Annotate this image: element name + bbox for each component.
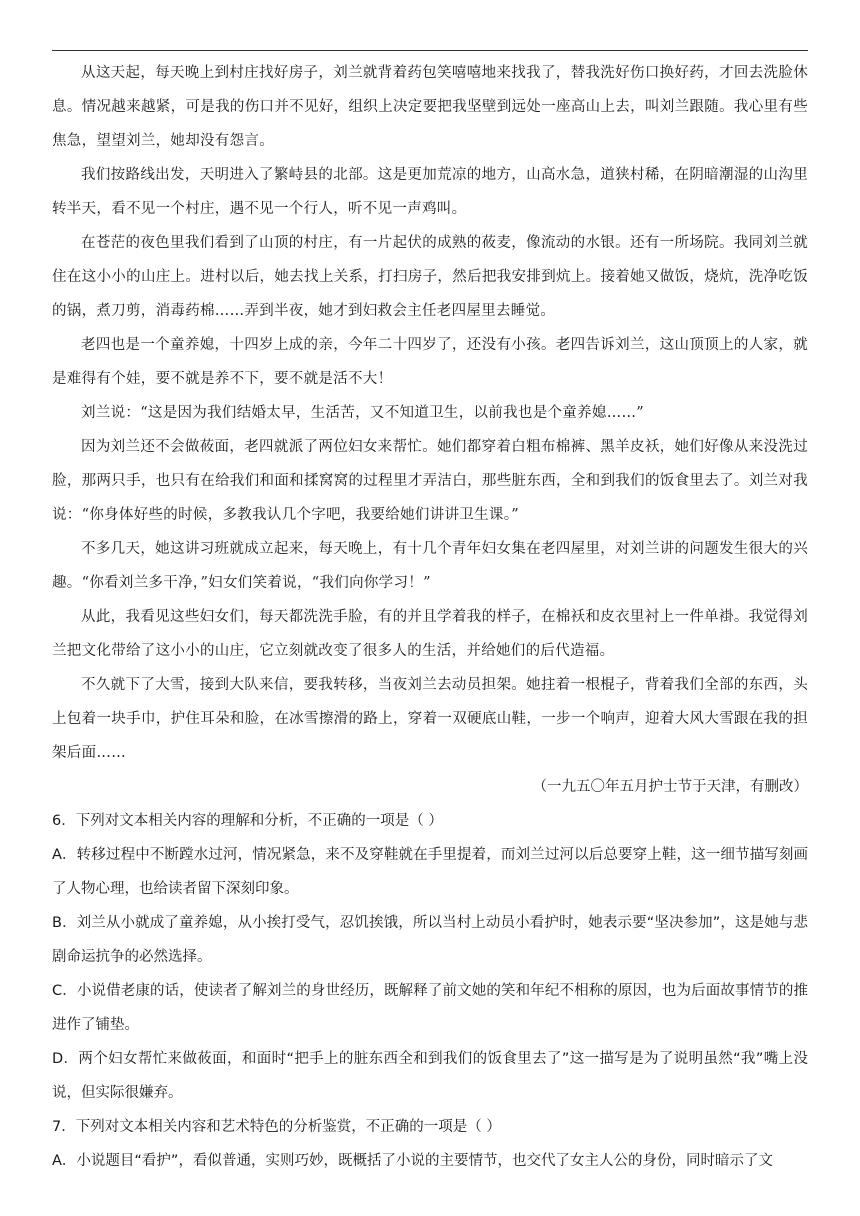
question-7 xyxy=(52,1110,808,1178)
header-rule xyxy=(52,50,808,51)
option-d: D．两个妇女帮忙来做莜面，和面时“把手上的脏东西全和到我们的饭食里去了”这一描写是为了说明虽然“我”嘴上没说，但实际很嫌弃。 xyxy=(52,1051,808,1101)
story-paragraph: 老四也是一个童养媳，十四岁上成的亲，今年二十四岁了，还没有小孩。老四告诉刘兰，这山顶顶上的人家，就是难得有个娃，要不就是养不下，要不就是活不大！ xyxy=(52,337,808,387)
story-paragraph: 我们按路线出发，天明进入了繁峙县的北部。这是更加荒凉的地方，山高水急，道狭村稀，在阴暗潮湿的山沟里转半天，看不见一个村庄，遇不见一个行人，听不见一声鸡叫。 xyxy=(52,167,808,217)
story-text xyxy=(52,56,808,804)
question-stem: 7．下列对文本相关内容和艺术特色的分析鉴赏，不正确的一项是（ ） xyxy=(52,1119,501,1135)
question-stem: 6．下列对文本相关内容的理解和分析，不正确的一项是（ ） xyxy=(52,813,443,829)
story-paragraph: 因为刘兰还不会做莜面，老四就派了两位妇女来帮忙。她们都穿着白粗布棉裤、黑羊皮袄，她们好像从来没洗过脸，那两只手，也只有在给我们和面和揉窝窝的过程里才弄洁白，那些脏东西，全和到我们的饭食里去了。刘兰对我说：“你身体好些的时候，多教我认几个字吧，我要给她们讲讲卫生课。” xyxy=(52,439,808,523)
story-paragraph: 不多几天，她这讲习班就成立起来，每天晚上，有十几个青年妇女集在老四屋里，对刘兰讲的问题发生很大的兴趣。“你看刘兰多干净，”妇女们笑着说，“我们向你学习！” xyxy=(52,541,808,591)
option-c: C．小说借老康的话，使读者了解刘兰的身世经历，既解释了前文她的笑和年纪不相称的原因，也为后面故事情节的推进作了铺垫。 xyxy=(52,983,808,1033)
story-paragraph: 从此，我看见这些妇女们，每天都洗洗手脸，有的并且学着我的样子，在棉袄和皮衣里衬上一件单褂。我觉得刘兰把文化带给了这小小的山庄，它立刻就改变了很多人的生活，并给她们的后代造福。 xyxy=(52,609,808,659)
question-6 xyxy=(52,804,808,1110)
document-body xyxy=(52,56,808,1178)
option-a: A．转移过程中不断蹚水过河，情况紧急，来不及穿鞋就在手里提着，而刘兰过河以后总要穿上鞋，这一细节描写刻画了人物心理，也给读者留下深刻印象。 xyxy=(52,847,808,897)
option-b: B．刘兰从小就成了童养媳，从小挨打受气，忍饥挨饿，所以当村上动员小看护时，她表示要“坚决参加”，这是她与悲剧命运抗争的必然选择。 xyxy=(52,915,808,965)
option-a: A．小说题目“看护”，看似普通，实则巧妙，既概括了小说的主要情节，也交代了女主人公的身份，同时暗示了文 xyxy=(52,1153,773,1169)
story-paragraph: 在苍茫的夜色里我们看到了山顶的村庄，有一片起伏的成熟的莜麦，像流动的水银。还有一所场院。我同刘兰就住在这小小的山庄上。进村以后，她去找上关系，打扫房子，然后把我安排到炕上。接着她又做饭，烧炕，洗净吃饭的锅，煮刀剪，消毒药棉……弄到半夜，她才到妇救会主任老四屋里去睡觉。 xyxy=(52,235,808,319)
source-attribution: （一九五〇年五月护士节于天津，有删改） xyxy=(532,779,808,795)
story-paragraph: 不久就下了大雪，接到大队来信，要我转移，当夜刘兰去动员担架。她拄着一根棍子，背着我们全部的东西，头上包着一块手巾，护住耳朵和脸，在冰雪擦滑的路上，穿着一双硬底山鞋，一步一个响声，迎着大风大雪跟在我的担架后面…… xyxy=(52,677,808,761)
story-paragraph: 从这天起，每天晚上到村庄找好房子，刘兰就背着药包笑嘻嘻地来找我了，替我洗好伤口换好药，才回去洗脸休息。情况越来越紧，可是我的伤口并不见好，组织上决定要把我坚壁到远处一座高山上去，叫刘兰跟随。我心里有些焦急，望望刘兰，她却没有怨言。 xyxy=(52,65,808,149)
story-paragraph: 刘兰说：“这是因为我们结婚太早，生活苦，又不知道卫生，以前我也是个童养媳……” xyxy=(81,405,645,421)
